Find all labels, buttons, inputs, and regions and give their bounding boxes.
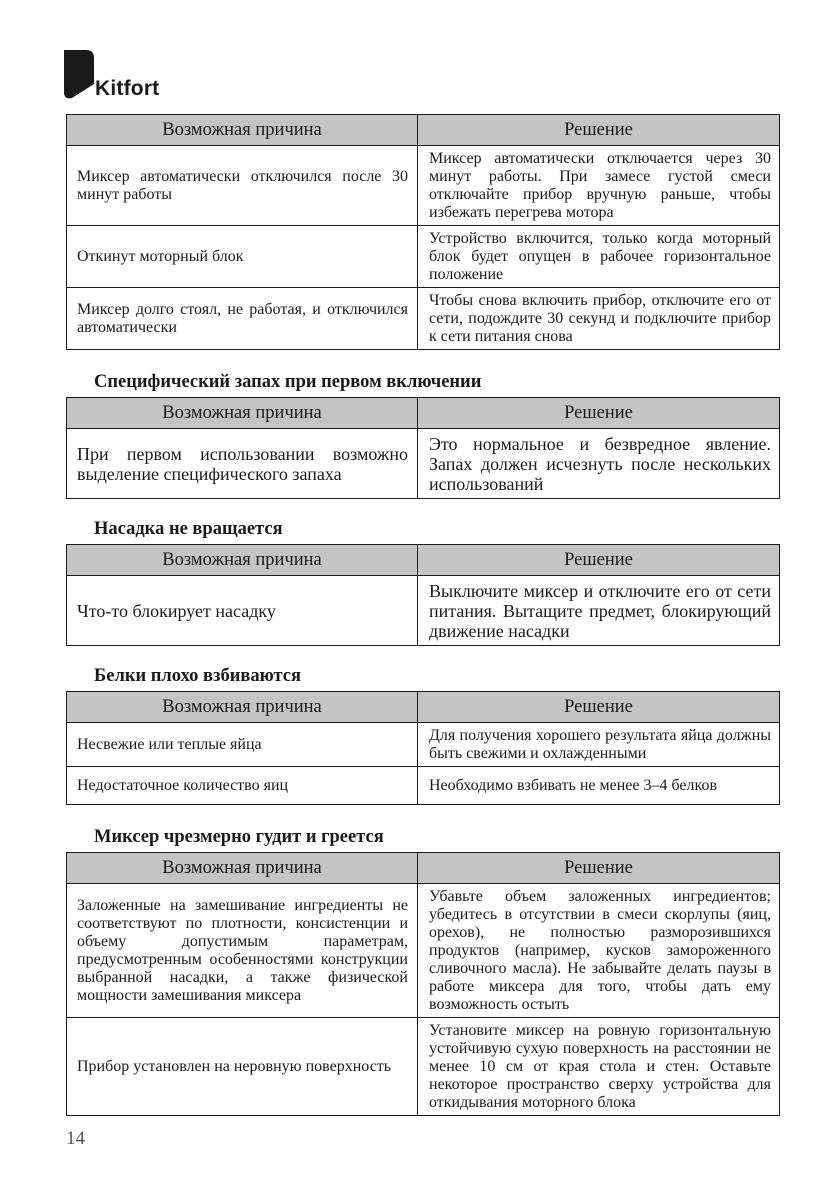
cause-cell: Несвежие или теплые яйца — [67, 723, 418, 767]
table-row — [67, 146, 780, 226]
cause-cell: Прибор установлен на неровную поверхность — [67, 1018, 418, 1116]
kitfort-logo-mark-icon — [64, 50, 94, 100]
table-header-row — [67, 692, 780, 723]
solution-cell: Устройство включится, только когда моторный блок будет опущен в рабочее горизонтальное положение — [418, 226, 780, 288]
header-solution: Решение — [418, 853, 780, 884]
table-row — [67, 429, 780, 499]
table-row — [67, 226, 780, 288]
header-solution: Решение — [418, 545, 780, 576]
troubleshooting-table-smell — [66, 397, 780, 499]
solution-cell: Это нормальное и безвредное явление. Запах должен исчезнуть после нескольких использований — [418, 429, 780, 499]
table-row — [67, 884, 780, 1018]
header-cause: Возможная причина — [67, 398, 418, 429]
header-cause: Возможная причина — [67, 692, 418, 723]
header-solution: Решение — [418, 398, 780, 429]
header-solution: Решение — [418, 115, 780, 146]
logo-text: Kitfort — [95, 77, 160, 100]
cause-cell: Откинут моторный блок — [67, 226, 418, 288]
page-number: 14 — [66, 1128, 85, 1149]
section-title-smell: Специфический запах при первом включении — [94, 372, 482, 392]
solution-cell: Чтобы снова включить прибор, отключите его от сети, подождите 30 секунд и подключите прибор к сети питания снова — [418, 288, 780, 350]
solution-cell: Убавьте объем заложенных ингредиентов; убедитесь в отсутствии в смеси скорлупы (яиц, орехов), не полностью разморозившихся продуктов (например, кусков замороженного сливочного масла). Не забывайте делать паузы в работе миксера для того, чтобы дать ему возможность остыть — [418, 884, 780, 1018]
table-row — [67, 723, 780, 767]
solution-cell: Для получения хорошего результата яйца должны быть свежими и охлажденными — [418, 723, 780, 767]
table-row — [67, 767, 780, 805]
cause-cell: Миксер автоматически отключился после 30 минут работы — [67, 146, 418, 226]
section-title-whites: Белки плохо взбиваются — [94, 666, 302, 686]
cause-cell: При первом использовании возможно выделение специфического запаха — [67, 429, 418, 499]
header-cause: Возможная причина — [67, 853, 418, 884]
section-title-attachment: Насадка не вращается — [94, 519, 283, 539]
header-solution: Решение — [418, 692, 780, 723]
table-row — [67, 288, 780, 350]
troubleshooting-table-auto-off — [66, 114, 780, 350]
header-cause: Возможная причина — [67, 545, 418, 576]
table-row — [67, 576, 780, 646]
solution-cell: Установите миксер на ровную горизонтальную устойчивую сухую поверхность на расстоянии не менее 10 см от края стола и стен. Оставьте некоторое пространство сверху устройства для откидывания моторного блока — [418, 1018, 780, 1116]
table-header-row — [67, 398, 780, 429]
cause-cell: Миксер долго стоял, не работая, и отключился автоматически — [67, 288, 418, 350]
troubleshooting-table-attachment — [66, 544, 780, 646]
solution-cell: Выключите миксер и отключите его от сети питания. Вытащите предмет, блокирующий движение насадки — [418, 576, 780, 646]
troubleshooting-table-noise — [66, 852, 780, 1116]
header-cause: Возможная причина — [67, 115, 418, 146]
section-title-noise: Миксер чрезмерно гудит и греется — [94, 827, 384, 847]
cause-cell: Недостаточное количество яиц — [67, 767, 418, 805]
solution-cell: Необходимо взбивать не менее 3–4 белков — [418, 767, 780, 805]
solution-cell: Миксер автоматически отключается через 30 минут работы. При замесе густой смеси отключайте прибор вручную раньше, чтобы избежать перегрева мотора — [418, 146, 780, 226]
table-row — [67, 1018, 780, 1116]
table-header-row — [67, 853, 780, 884]
table-header-row — [67, 545, 780, 576]
table-header-row — [67, 115, 780, 146]
cause-cell: Что-то блокирует насадку — [67, 576, 418, 646]
cause-cell: Заложенные на замешивание ингредиенты не соответствуют по плотности, консистенции и объему допустимым параметрам, предусмотренным особенностями конструкции выбранной насадки, а также физической мощности замешивания миксера — [67, 884, 418, 1018]
troubleshooting-table-whites — [66, 691, 780, 805]
